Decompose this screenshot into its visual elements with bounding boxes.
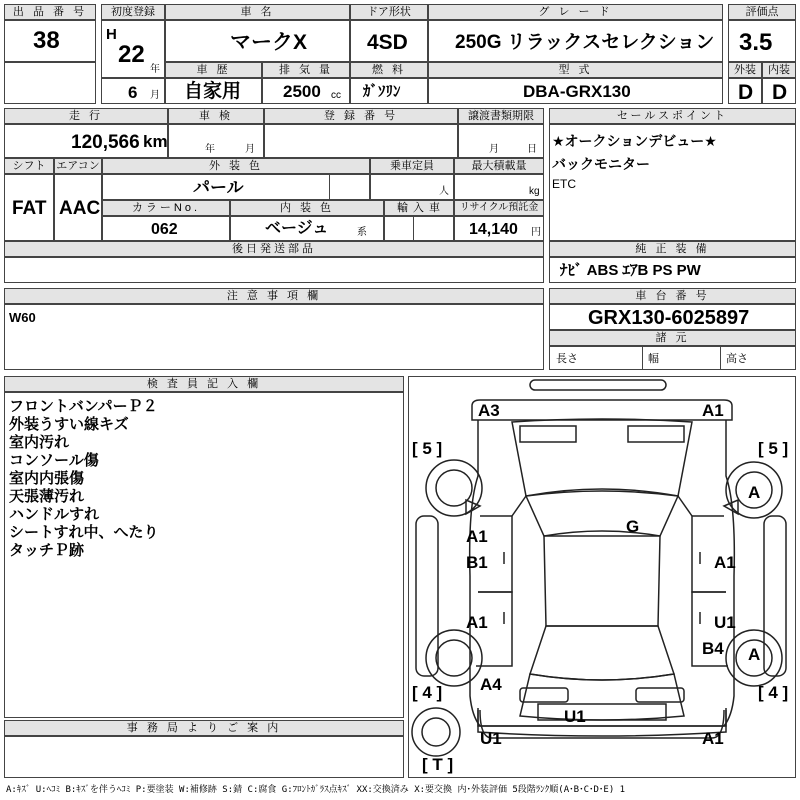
car-diagram <box>408 376 796 778</box>
lot-no-value: 38 <box>33 27 60 54</box>
length-label: 長さ <box>556 353 578 365</box>
grade-box <box>428 20 723 62</box>
inspector-note-3: 室内汚れ <box>9 434 70 451</box>
inspector-note-6: 天張薄汚れ <box>9 488 85 505</box>
score-label: 評価点 <box>728 4 796 20</box>
interior-label: 内装 <box>762 62 796 78</box>
recycle-value: 14,140 <box>469 221 518 238</box>
history-box <box>165 78 262 104</box>
mark-right-rear-door: U1 <box>714 613 736 632</box>
sales-point-line-1: ★オークションデビュー★ <box>552 133 717 149</box>
km-unit: km <box>143 132 168 151</box>
sales-point-line-3: ETC <box>552 177 576 191</box>
exterior-box <box>728 78 762 104</box>
specs-divider-1 <box>642 347 643 369</box>
sales-point-label: セールスポイント <box>549 108 796 124</box>
reg-month-value: 6 <box>128 83 138 102</box>
caution-box <box>4 304 544 370</box>
inspection-label: 車 検 <box>168 108 264 124</box>
shift-box <box>4 174 54 241</box>
capacity-label: 乗車定員 <box>370 158 454 174</box>
later-parts-label: 後日発送部品 <box>4 241 544 257</box>
inspector-note-2: 外装うすい線キズ <box>9 416 129 433</box>
int-color-value: ベージュ <box>265 220 329 237</box>
later-parts-box <box>4 257 544 283</box>
month-unit: 月 <box>150 90 160 101</box>
transfer-day-unit: 日 <box>527 144 537 155</box>
car-name-value: マークX <box>230 31 308 54</box>
mark-front-left: A3 <box>478 401 500 420</box>
int-color-label: 内 装 色 <box>230 200 384 216</box>
ext-color-value: パール <box>193 178 244 197</box>
ext-color-label: 外 装 色 <box>102 158 370 174</box>
genuine-equipment-label: 純 正 装 備 <box>549 241 796 257</box>
model-label: 型 式 <box>428 62 723 78</box>
ext-color-divider <box>329 175 330 199</box>
inspector-notes-box <box>4 392 404 718</box>
lot-no-label: 出 品 番 号 <box>4 4 96 20</box>
width-label: 幅 <box>648 353 659 365</box>
door-label: ドア形状 <box>350 4 428 20</box>
door-box <box>350 20 428 62</box>
mark-rear-left: U1 <box>480 729 502 748</box>
inspector-note-5: 室内内張傷 <box>9 470 85 487</box>
caution-value: W60 <box>9 310 36 325</box>
aircon-box <box>54 174 102 241</box>
office-label: 事 務 局 よ り ご 案 内 <box>4 720 404 736</box>
exterior-label: 外装 <box>728 62 762 78</box>
mark-right-front-wheel: A <box>748 483 761 502</box>
reg-no-label: 登 録 番 号 <box>264 108 458 124</box>
model-box <box>428 78 723 104</box>
import-label: 輸 入 車 <box>384 200 454 216</box>
first-reg-label: 初度登録 <box>101 4 165 20</box>
transfer-label: 譲渡書類期限 <box>458 108 544 124</box>
person-unit: 人 <box>439 186 449 197</box>
mileage-value: 120,566 <box>71 132 140 153</box>
history-label: 車 歴 <box>165 62 262 78</box>
sales-point-line-2: バックモニター <box>552 156 650 172</box>
tire-front-left: [ 5 ] <box>412 439 443 458</box>
chassis-no-label: 車 台 番 号 <box>549 288 796 304</box>
mark-left-front-door-2: B1 <box>466 553 488 572</box>
mark-right-rear-wheel: A <box>748 645 761 664</box>
tire-rear-right: [ 4 ] <box>758 683 789 702</box>
import-divider <box>413 217 414 240</box>
shift-label: シフト <box>4 158 54 174</box>
legend: A:ｷｽﾞ U:ﾍｺﾐ B:ｷｽﾞを伴うﾍｺﾐ P:要塗装 W:補修跡 S:錆 C:腐食 G:ﾌﾛﾝﾄｶﾞﾗｽ点ｷｽﾞ XX:交換済み X:要交換 内･外装評価 5段階ﾗﾝｸ順(A･B･C･D･E) 1 <box>6 785 626 795</box>
caution-label: 注 意 事 項 欄 <box>4 288 544 304</box>
grade-label: グ レ ー ド <box>428 4 723 20</box>
shift-value: FAT <box>12 198 47 219</box>
history-value: 自家用 <box>184 81 242 102</box>
lot-no-box <box>4 20 96 62</box>
inspection-box <box>168 124 264 158</box>
heisei-mark: H <box>106 26 117 43</box>
mark-left-rear-door: A1 <box>466 613 488 632</box>
specs-divider-2 <box>720 347 721 369</box>
recycle-box <box>454 216 544 241</box>
score-value: 3.5 <box>739 29 773 56</box>
lot-no-lower <box>4 62 96 104</box>
transfer-month-unit: 月 <box>489 144 499 155</box>
specs-box <box>549 346 796 370</box>
mark-left-front-door: A1 <box>466 527 488 546</box>
max-load-label: 最大積載量 <box>454 158 544 174</box>
fuel-value: ｶﾞｿﾘﾝ <box>363 83 401 100</box>
yen-unit: 円 <box>531 227 541 238</box>
door-value: 4SD <box>367 31 408 54</box>
first-reg-year-box <box>101 20 165 78</box>
mark-right-rear-fender: B4 <box>702 639 724 658</box>
tire-rear-left: [ 4 ] <box>412 683 443 702</box>
import-box <box>384 216 454 241</box>
mark-rear-bumper: U1 <box>564 707 586 726</box>
cc-unit: cc <box>331 90 341 101</box>
inspection-month-unit: 月 <box>245 144 255 155</box>
max-load-box <box>454 174 544 200</box>
inspector-note-8: シートすれ中、へたり <box>9 524 159 541</box>
genuine-equipment-value: ﾅﾋﾞ ABS ｴｱB PS PW <box>560 262 701 279</box>
tire-front-right: [ 5 ] <box>758 439 789 458</box>
aircon-label: エアコン <box>54 158 102 174</box>
chassis-no-value: GRX130-6025897 <box>588 307 750 329</box>
color-no-label: カラーNo. <box>102 200 230 216</box>
exterior-score: D <box>738 81 754 104</box>
aircon-value: AAC <box>59 198 101 219</box>
inspector-note-4: コンソール傷 <box>9 452 99 469</box>
tire-spare: [ T ] <box>422 755 454 774</box>
recycle-label: リサイクル預託金 <box>454 200 544 216</box>
mark-right-front-door: A1 <box>714 553 736 572</box>
transfer-box <box>458 124 544 158</box>
mark-roof: G <box>626 517 640 536</box>
int-color-box <box>230 216 384 241</box>
year-unit: 年 <box>150 64 160 75</box>
genuine-equipment-box <box>549 257 796 283</box>
displacement-label: 排 気 量 <box>262 62 350 78</box>
first-reg-month-box <box>101 78 165 104</box>
color-no-value: 062 <box>151 221 178 238</box>
chassis-no-box <box>549 304 796 330</box>
fuel-label: 燃 料 <box>350 62 428 78</box>
interior-box <box>762 78 796 104</box>
office-box <box>4 736 404 778</box>
car-name-label: 車 名 <box>165 4 350 20</box>
capacity-box <box>370 174 454 200</box>
displacement-value: 2500 <box>283 82 321 101</box>
inspector-note-7: ハンドルすれ <box>9 506 100 523</box>
sales-point-box <box>549 124 796 241</box>
mark-left-rear-fender: A4 <box>480 675 502 694</box>
specs-label: 諸 元 <box>549 330 796 346</box>
displacement-box <box>262 78 350 104</box>
height-label: 高さ <box>726 353 748 365</box>
mileage-label: 走 行 <box>4 108 168 124</box>
car-name-box <box>165 20 350 62</box>
mark-rear-right: A1 <box>702 729 724 748</box>
model-value: DBA-GRX130 <box>523 82 631 101</box>
reg-no-box <box>264 124 458 158</box>
mark-front-right: A1 <box>702 401 724 420</box>
score-box <box>728 20 796 62</box>
fuel-box <box>350 78 428 104</box>
kg-unit: kg <box>529 186 540 197</box>
reg-year-value: 22 <box>118 41 145 68</box>
inspector-label: 検 査 員 記 入 欄 <box>4 376 404 392</box>
interior-score: D <box>772 81 788 104</box>
mileage-box <box>4 124 168 158</box>
ext-color-box <box>102 174 370 200</box>
color-no-box <box>102 216 230 241</box>
inspector-note-9: タッチＰ跡 <box>9 542 85 559</box>
grade-value: 250G リラックスセレクション <box>455 32 715 53</box>
inspection-year-unit: 年 <box>205 144 215 155</box>
kei-unit: 系 <box>357 227 367 238</box>
inspector-note-1: フロントバンパーＰ２ <box>9 398 158 415</box>
